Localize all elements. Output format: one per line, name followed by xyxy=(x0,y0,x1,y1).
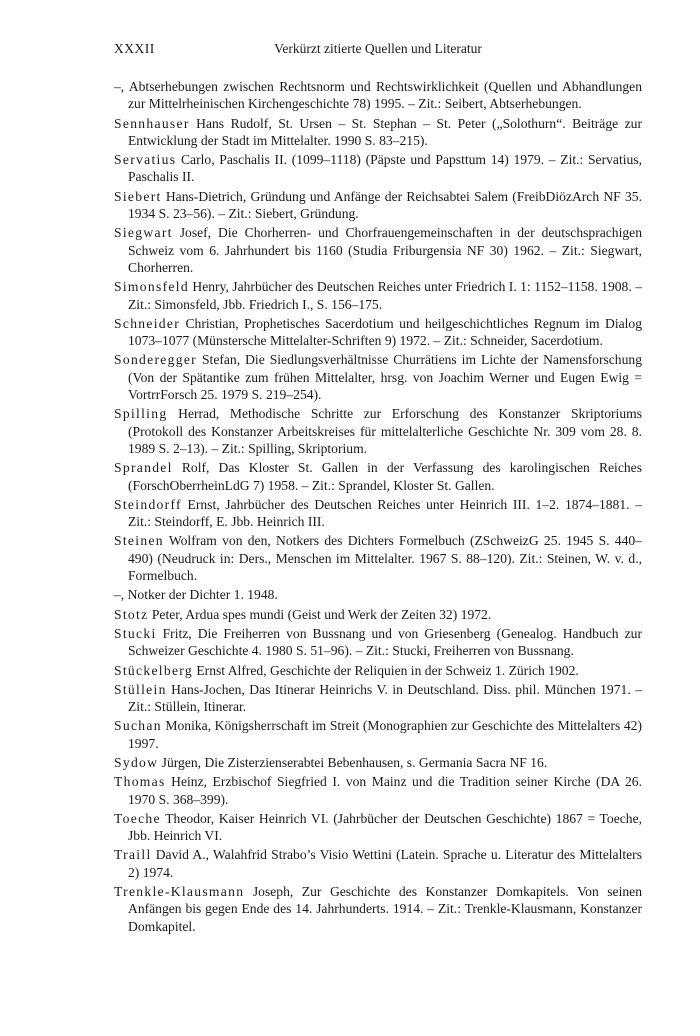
entry-author: Steindorff xyxy=(114,496,182,512)
entry-author: Siegwart xyxy=(114,225,173,241)
entry-author: Sennhauser xyxy=(114,115,190,131)
entry-text: Josef, Die Chorherren- und Chorfrauengemeinschaften in der deutschsprachigen Schweiz vom 6. Jahrhundert bis 1160 (Studia Friburgensia NF 30) 1962. – Zit.: Siegwart, Chorherren. xyxy=(128,225,642,275)
entry-author: Sprandel xyxy=(114,460,173,476)
entry-author: Stucki xyxy=(114,625,157,641)
bibliography-entry xyxy=(114,224,642,276)
bibliography-entry xyxy=(114,625,642,660)
entry-text: Rolf, Das Kloster St. Gallen in der Verfassung des karolingischen Reiches (ForschOberrheinLdG 7) 1958. – Zit.: Sprandel, Kloster St. Gallen. xyxy=(128,460,642,493)
entry-text: Jürgen, Die Zisterzienserabtei Bebenhausen, s. Germania Sacra NF 16. xyxy=(158,754,548,770)
entry-text: Hans-Dietrich, Gründung und Anfänge der Reichsabtei Salem (FreibDiözArch NF 35. 1934 S. 23–56). – Zit.: Siebert, Gründung. xyxy=(128,188,642,222)
page-number: XXXII xyxy=(114,41,155,56)
page-header xyxy=(114,38,642,60)
entry-author: Thomas xyxy=(114,774,166,790)
entry-text: Hans Rudolf, St. Ursen – St. Stephan – St. Peter („Solothurn“. Beiträge zur Entwicklung der Stadt im Mittelalter. 1990 S. 83–215). xyxy=(128,115,642,148)
bibliography-entry xyxy=(114,188,642,223)
bibliography-entry xyxy=(114,351,642,403)
bibliography-list xyxy=(114,78,642,937)
entry-author: Schneider xyxy=(114,315,181,331)
entry-author: Spilling xyxy=(114,406,168,422)
entry-author: Sydow xyxy=(114,754,159,770)
bibliography-entry xyxy=(114,278,642,313)
entry-text: Fritz, Die Freiherren von Bussnang und von Griesenberg (Genealog. Handbuch zur Schweizer Geschichte 4. 1980 S. 51–96). – Zit.: Stucki, Freiherren von Bussnang. xyxy=(128,625,642,659)
bibliography-entry xyxy=(114,496,642,531)
entry-text: –, Abtserhebungen zwischen Rechtsnorm und Rechtswirklichkeit (Quellen und Abhandlungen zur Mittelrheinischen Kirchengeschichte 78) 1995. – Zit.: Seibert, Abtserhebungen. xyxy=(114,79,642,112)
bibliography-entry xyxy=(114,586,642,603)
entry-text: Stefan, Die Siedlungsverhältnisse Churrätiens im Lichte der Namensforschung (Von der Spätantike zum frühen Mittelalter, hrsg. von Joachim Werner und Eugen Ewig = VortrrForsch 25. 1979 S. 219–254). xyxy=(128,352,642,403)
bibliography-entry xyxy=(114,883,642,935)
entry-text: Ernst Alfred, Geschichte der Reliquien in der Schweiz 1. Zürich 1902. xyxy=(192,662,579,678)
bibliography-entry xyxy=(114,681,642,716)
entry-text: Ernst, Jahrbücher des Deutschen Reiches unter Heinrich III. 1–2. 1874–1881. – Zit.: Steindorff, E. Jbb. Heinrich III. xyxy=(128,496,642,530)
entry-text: –, Notker der Dichter 1. 1948. xyxy=(114,587,278,603)
entry-author: Traill xyxy=(114,847,152,863)
entry-text: Christian, Prophetisches Sacerdotium und heilgeschichtliches Regnum im Dialog 1073–1077 (Münstersche Mittelalter-Schriften 9) 1972. – Zit.: Schneider, Sacerdotium. xyxy=(128,315,642,349)
bibliography-entry xyxy=(114,532,642,584)
entry-text: Wolfram von den, Notkers des Dichters Formelbuch (ZSchweizG 25. 1945 S. 440–490) (Neudruck in: Ders., Menschen im Mittelalter. 1967 S. 88–120). Zit.: Steinen, W. v. d., Formelbuch. xyxy=(128,533,642,584)
entry-text: Theodor, Kaiser Heinrich VI. (Jahrbücher der Deutschen Geschichte) 1867 = Toeche, Jbb. Heinrich VI. xyxy=(128,810,642,844)
bibliography-entry xyxy=(114,151,642,186)
entry-author: Steinen xyxy=(114,533,164,549)
entry-author: Siebert xyxy=(114,188,162,204)
entry-author: Servatius xyxy=(114,152,177,168)
bibliography-entry xyxy=(114,773,642,808)
entry-author: Suchan xyxy=(114,718,162,734)
entry-text: Joseph, Zur Geschichte des Konstanzer Domkapitels. Von seinen Anfängen bis gegen Ende des 14. Jahrhunderts. 1914. – Zit.: Trenkle-Klausmann, Konstanzer Domkapitel. xyxy=(128,884,642,934)
entry-author: Stotz xyxy=(114,606,149,622)
entry-text: Monika, Königsherrschaft im Streit (Monographien zur Geschichte des Mittelalters 42) 1997. xyxy=(128,718,642,751)
entry-text: Carlo, Paschalis II. (1099–1118) (Päpste und Papsttum 14) 1979. – Zit.: Servatius, Paschalis II. xyxy=(128,152,642,185)
bibliography-entry xyxy=(114,810,642,845)
bibliography-entry xyxy=(114,754,642,771)
entry-text: Peter, Ardua spes mundi (Geist und Werk der Zeiten 32) 1972. xyxy=(148,606,492,622)
entry-text: Hans-Jochen, Das Itinerar Heinrichs V. in Deutschland. Diss. phil. München 1971. – Zit.: Stüllein, Itinerar. xyxy=(128,681,642,715)
bibliography-entry xyxy=(114,662,642,679)
bibliography-entry xyxy=(114,115,642,150)
bibliography-entry xyxy=(114,78,642,113)
entry-author: Simonsfeld xyxy=(114,279,189,295)
entry-author: Stückelberg xyxy=(114,662,193,678)
entry-author: Toeche xyxy=(114,810,161,826)
bibliography-entry xyxy=(114,606,642,623)
entry-text: Henry, Jahrbücher des Deutschen Reiches unter Friedrich I. 1: 1152–1158. 1908. – Zit.: Simonsfeld, Jbb. Friedrich I., S. 156–175. xyxy=(128,279,642,312)
entry-text: David A., Walahfrid Strabo’s Visio Wettini (Latein. Sprache u. Literatur des Mittelalters 2) 1974. xyxy=(128,847,642,880)
running-title: Verkürzt zitierte Quellen und Literatur xyxy=(274,41,482,56)
bibliography-entry xyxy=(114,717,642,752)
bibliography-entry xyxy=(114,459,642,494)
entry-text: Heinz, Erzbischof Siegfried I. von Mainz und die Tradition seiner Kirche (DA 26. 1970 S. 368–399). xyxy=(128,774,642,807)
entry-author: Stüllein xyxy=(114,681,167,697)
entry-author: Sonderegger xyxy=(114,352,197,368)
bibliography-entry xyxy=(114,315,642,350)
entry-author: Trenkle-Klausmann xyxy=(114,884,245,900)
bibliography-entry xyxy=(114,846,642,881)
entry-text: Herrad, Methodische Schritte zur Erforschung des Konstanzer Skriptoriums (Protokoll des Konstanzer Arbeitskreises für mittelalterliche Geschichte Nr. 309 vom 28. 8. 1989 S. 2–13). – Zit.: Spilling, Skriptorium. xyxy=(128,406,642,456)
bibliography-entry xyxy=(114,405,642,457)
